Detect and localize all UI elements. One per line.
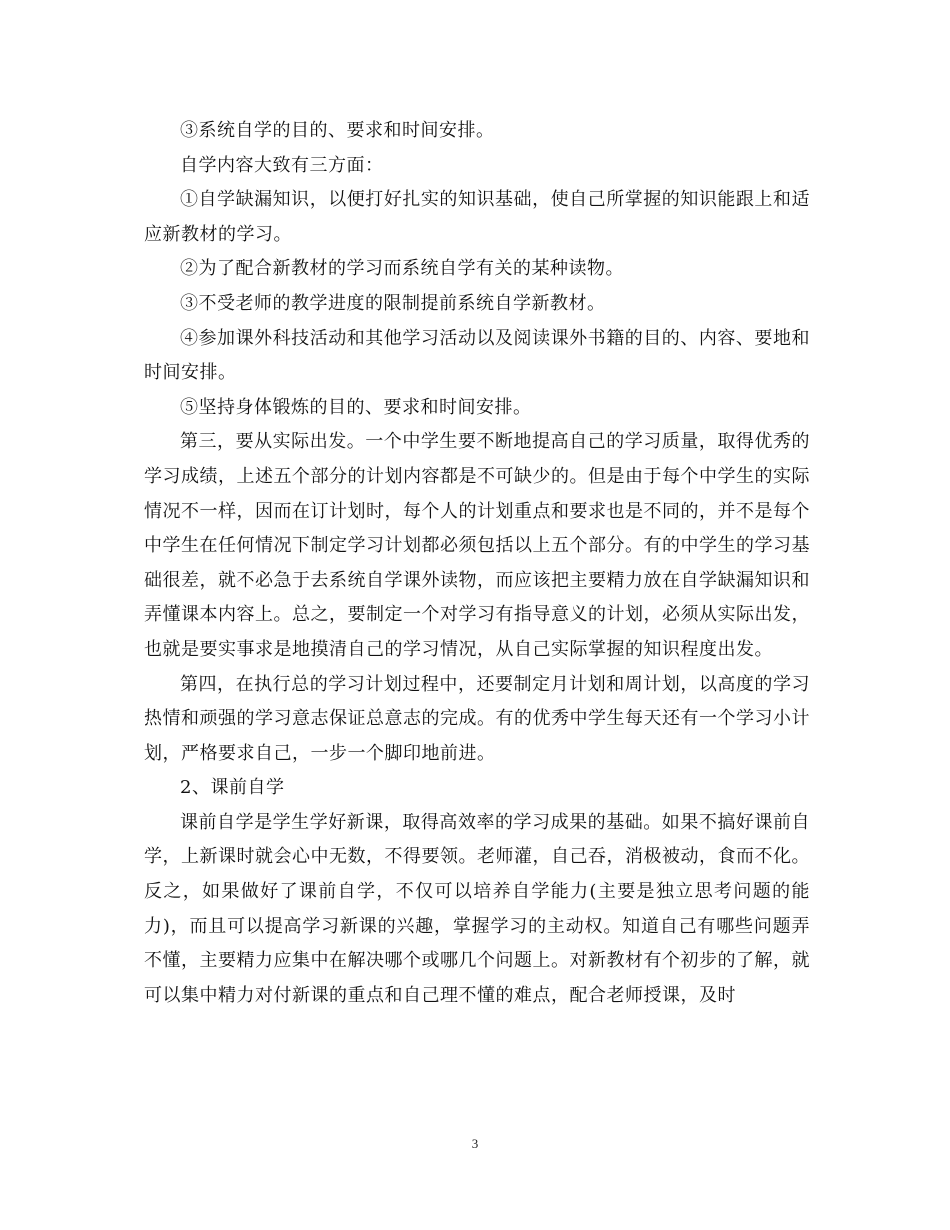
body-text bbox=[144, 114, 810, 1013]
section-heading: 2、课前自学 bbox=[180, 777, 285, 799]
paragraph: 课前自学是学生学好新课，取得高效率的学习成果的基础。如果不搞好课前自学，上新课时就会心中无数，不得要领。老师灌，自己吞，消极被动，食而不化。反之，如果做好了课前自学，不仅可以培养自学能力(主要是独立思考问题的能力)，而且可以提高学习新课的兴趣，掌握学习的主动权。知道自己有哪些问题弄不懂，主要精力应集中在解决哪个或哪几个问题上。对新教材有个初步的了解，就可以集中精力对付新课的重点和自己理不懂的难点，配合老师授课，及时 bbox=[144, 811, 810, 1006]
paragraph: 第三，要从实际出发。一个中学生要不断地提高自己的学习质量，取得优秀的学习成绩，上述五个部分的计划内容都是不可缺少的。但是由于每个中学生的实际情况不一样，因而在订计划时，每个人的计划重点和要求也是不同的，并不是每个中学生在任何情况下制定学习计划都必须包括以上五个部分。有的中学生的学习基础很差，就不必急于去系统自学课外读物，而应该把主要精力放在自学缺漏知识和弄懂课本内容上。总之，要制定一个对学习有指导意义的计划，必须从实际出发，也就是要实事求是地摸清自己的学习情况，从自己实际掌握的知识程度出发。 bbox=[144, 431, 810, 660]
paragraph: ②为了配合新教材的学习而系统自学有关的某种读物。 bbox=[180, 258, 624, 280]
page-number: 3 bbox=[471, 1136, 479, 1151]
paragraph: ③系统自学的目的、要求和时间安排。 bbox=[180, 120, 495, 141]
paragraph: 自学内容大致有三方面： bbox=[180, 154, 384, 176]
paragraph: ①自学缺漏知识，以便打好扎实的知识基础，使自己所掌握的知识能跟上和适应新教材的学习。 bbox=[144, 189, 810, 245]
paragraph: ③不受老师的教学进度的限制提前系统自学新教材。 bbox=[180, 292, 606, 314]
paragraph: ④参加课外科技活动和其他学习活动以及阅读课外书籍的目的、内容、要地和时间安排。 bbox=[144, 327, 810, 384]
paragraph: ⑤坚持身体锻炼的目的、要求和时间安排。 bbox=[180, 396, 532, 418]
paragraph: 第四，在执行总的学习计划过程中，还要制定月计划和周计划，以高度的学习热情和顽强的学习意志保证总意志的完成。有的优秀中学生每天还有一个学习小计划，严格要求自己，一步一个脚印地前进。 bbox=[144, 673, 810, 764]
